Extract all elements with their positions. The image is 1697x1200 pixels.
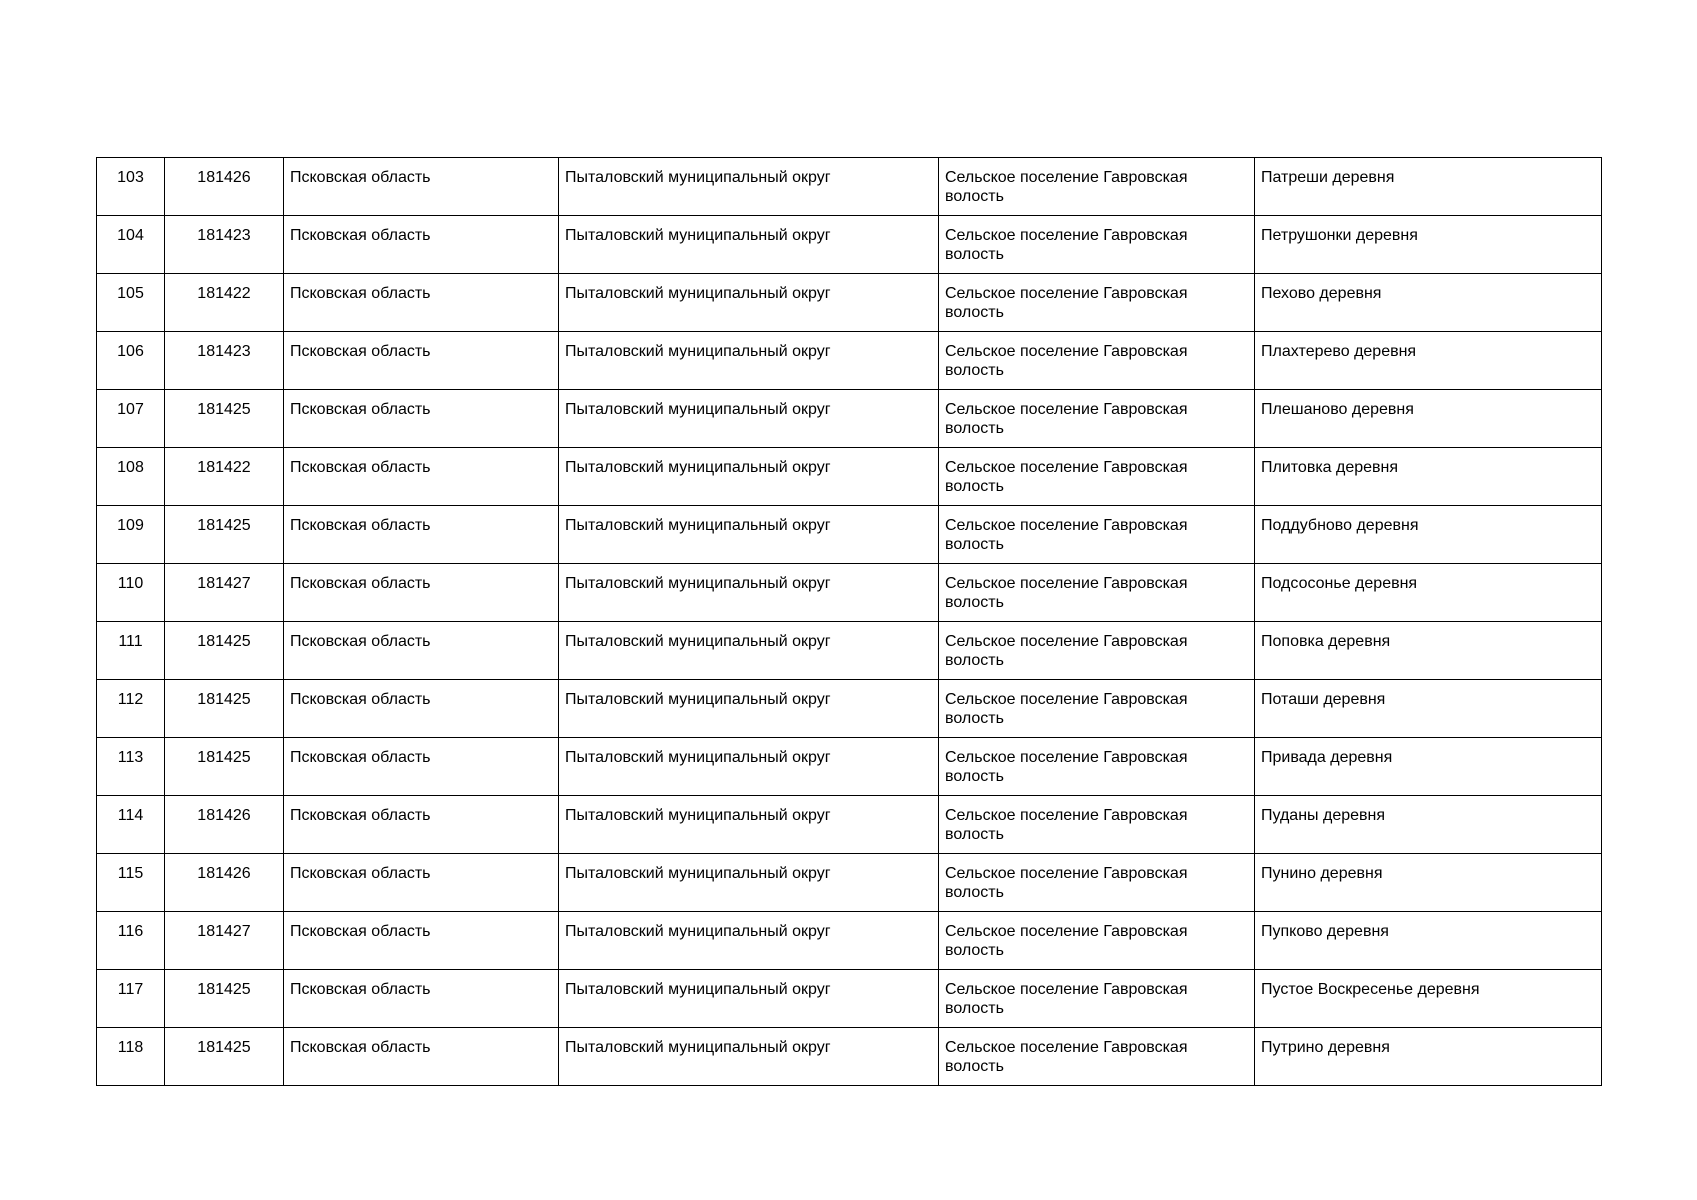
locality-cell: Пупково деревня [1255,912,1602,970]
table-row [97,448,1602,506]
region-cell: Псковская область [284,274,559,332]
region-cell: Псковская область [284,622,559,680]
table-row [97,854,1602,912]
row-number-cell: 113 [97,738,165,796]
locality-cell: Плешаново деревня [1255,390,1602,448]
table-row [97,680,1602,738]
table-row [97,796,1602,854]
locality-cell: Пунино деревня [1255,854,1602,912]
row-number-cell: 115 [97,854,165,912]
settlement-cell: Сельское поселение Гавровская волость [939,158,1255,216]
region-cell: Псковская область [284,970,559,1028]
settlement-cell: Сельское поселение Гавровская волость [939,448,1255,506]
row-number-cell: 105 [97,274,165,332]
table-row [97,332,1602,390]
row-number-cell: 111 [97,622,165,680]
region-cell: Псковская область [284,216,559,274]
settlement-cell: Сельское поселение Гавровская волость [939,390,1255,448]
row-number-cell: 110 [97,564,165,622]
locality-cell: Пуданы деревня [1255,796,1602,854]
row-number-cell: 114 [97,796,165,854]
district-cell: Пыталовский муниципальный округ [559,216,939,274]
postal-index-cell: 181422 [165,274,284,332]
postal-index-cell: 181426 [165,854,284,912]
locality-cell: Патреши деревня [1255,158,1602,216]
settlement-cell: Сельское поселение Гавровская волость [939,332,1255,390]
locality-cell: Плахтерево деревня [1255,332,1602,390]
district-cell: Пыталовский муниципальный округ [559,1028,939,1086]
settlement-cell: Сельское поселение Гавровская волость [939,506,1255,564]
table-row [97,158,1602,216]
region-cell: Псковская область [284,332,559,390]
district-cell: Пыталовский муниципальный округ [559,158,939,216]
row-number-cell: 107 [97,390,165,448]
district-cell: Пыталовский муниципальный округ [559,564,939,622]
table-row [97,970,1602,1028]
settlement-cell: Сельское поселение Гавровская волость [939,216,1255,274]
locality-cell: Поповка деревня [1255,622,1602,680]
postal-index-cell: 181425 [165,390,284,448]
district-cell: Пыталовский муниципальный округ [559,506,939,564]
region-cell: Псковская область [284,854,559,912]
region-cell: Псковская область [284,564,559,622]
district-cell: Пыталовский муниципальный округ [559,970,939,1028]
postal-index-cell: 181426 [165,158,284,216]
locality-cell: Поддубново деревня [1255,506,1602,564]
district-cell: Пыталовский муниципальный округ [559,390,939,448]
settlement-cell: Сельское поселение Гавровская волость [939,622,1255,680]
region-cell: Псковская область [284,738,559,796]
row-number-cell: 103 [97,158,165,216]
table-row [97,506,1602,564]
region-cell: Псковская область [284,506,559,564]
district-cell: Пыталовский муниципальный округ [559,796,939,854]
settlement-cell: Сельское поселение Гавровская волость [939,564,1255,622]
locality-cell: Пустое Воскресенье деревня [1255,970,1602,1028]
settlement-cell: Сельское поселение Гавровская волость [939,1028,1255,1086]
settlement-cell: Сельское поселение Гавровская волость [939,796,1255,854]
locality-cell: Плитовка деревня [1255,448,1602,506]
district-cell: Пыталовский муниципальный округ [559,448,939,506]
locality-cell: Путрино деревня [1255,1028,1602,1086]
settlement-cell: Сельское поселение Гавровская волость [939,912,1255,970]
district-cell: Пыталовский муниципальный округ [559,332,939,390]
settlements-table [96,157,1602,1086]
region-cell: Псковская область [284,390,559,448]
table-row [97,912,1602,970]
table-row [97,564,1602,622]
settlement-cell: Сельское поселение Гавровская волость [939,854,1255,912]
locality-cell: Подсосонье деревня [1255,564,1602,622]
postal-index-cell: 181423 [165,216,284,274]
district-cell: Пыталовский муниципальный округ [559,680,939,738]
locality-cell: Пехово деревня [1255,274,1602,332]
district-cell: Пыталовский муниципальный округ [559,854,939,912]
row-number-cell: 118 [97,1028,165,1086]
settlement-cell: Сельское поселение Гавровская волость [939,738,1255,796]
postal-index-cell: 181425 [165,738,284,796]
table-row [97,390,1602,448]
table-row [97,622,1602,680]
postal-index-cell: 181423 [165,332,284,390]
region-cell: Псковская область [284,796,559,854]
row-number-cell: 112 [97,680,165,738]
table-body [97,158,1602,1086]
row-number-cell: 109 [97,506,165,564]
postal-index-cell: 181425 [165,1028,284,1086]
row-number-cell: 116 [97,912,165,970]
locality-cell: Привада деревня [1255,738,1602,796]
postal-index-cell: 181425 [165,970,284,1028]
region-cell: Псковская область [284,912,559,970]
postal-index-cell: 181425 [165,680,284,738]
row-number-cell: 106 [97,332,165,390]
district-cell: Пыталовский муниципальный округ [559,274,939,332]
settlement-cell: Сельское поселение Гавровская волость [939,680,1255,738]
region-cell: Псковская область [284,158,559,216]
region-cell: Псковская область [284,1028,559,1086]
region-cell: Псковская область [284,680,559,738]
postal-index-cell: 181425 [165,506,284,564]
table-row [97,274,1602,332]
locality-cell: Петрушонки деревня [1255,216,1602,274]
postal-index-cell: 181427 [165,912,284,970]
postal-index-cell: 181422 [165,448,284,506]
district-cell: Пыталовский муниципальный округ [559,912,939,970]
region-cell: Псковская область [284,448,559,506]
district-cell: Пыталовский муниципальный округ [559,738,939,796]
table-row [97,738,1602,796]
postal-index-cell: 181425 [165,622,284,680]
district-cell: Пыталовский муниципальный округ [559,622,939,680]
locality-cell: Поташи деревня [1255,680,1602,738]
table-row [97,216,1602,274]
row-number-cell: 117 [97,970,165,1028]
table-row [97,1028,1602,1086]
settlement-cell: Сельское поселение Гавровская волость [939,970,1255,1028]
postal-index-cell: 181426 [165,796,284,854]
row-number-cell: 104 [97,216,165,274]
settlement-cell: Сельское поселение Гавровская волость [939,274,1255,332]
postal-index-cell: 181427 [165,564,284,622]
row-number-cell: 108 [97,448,165,506]
